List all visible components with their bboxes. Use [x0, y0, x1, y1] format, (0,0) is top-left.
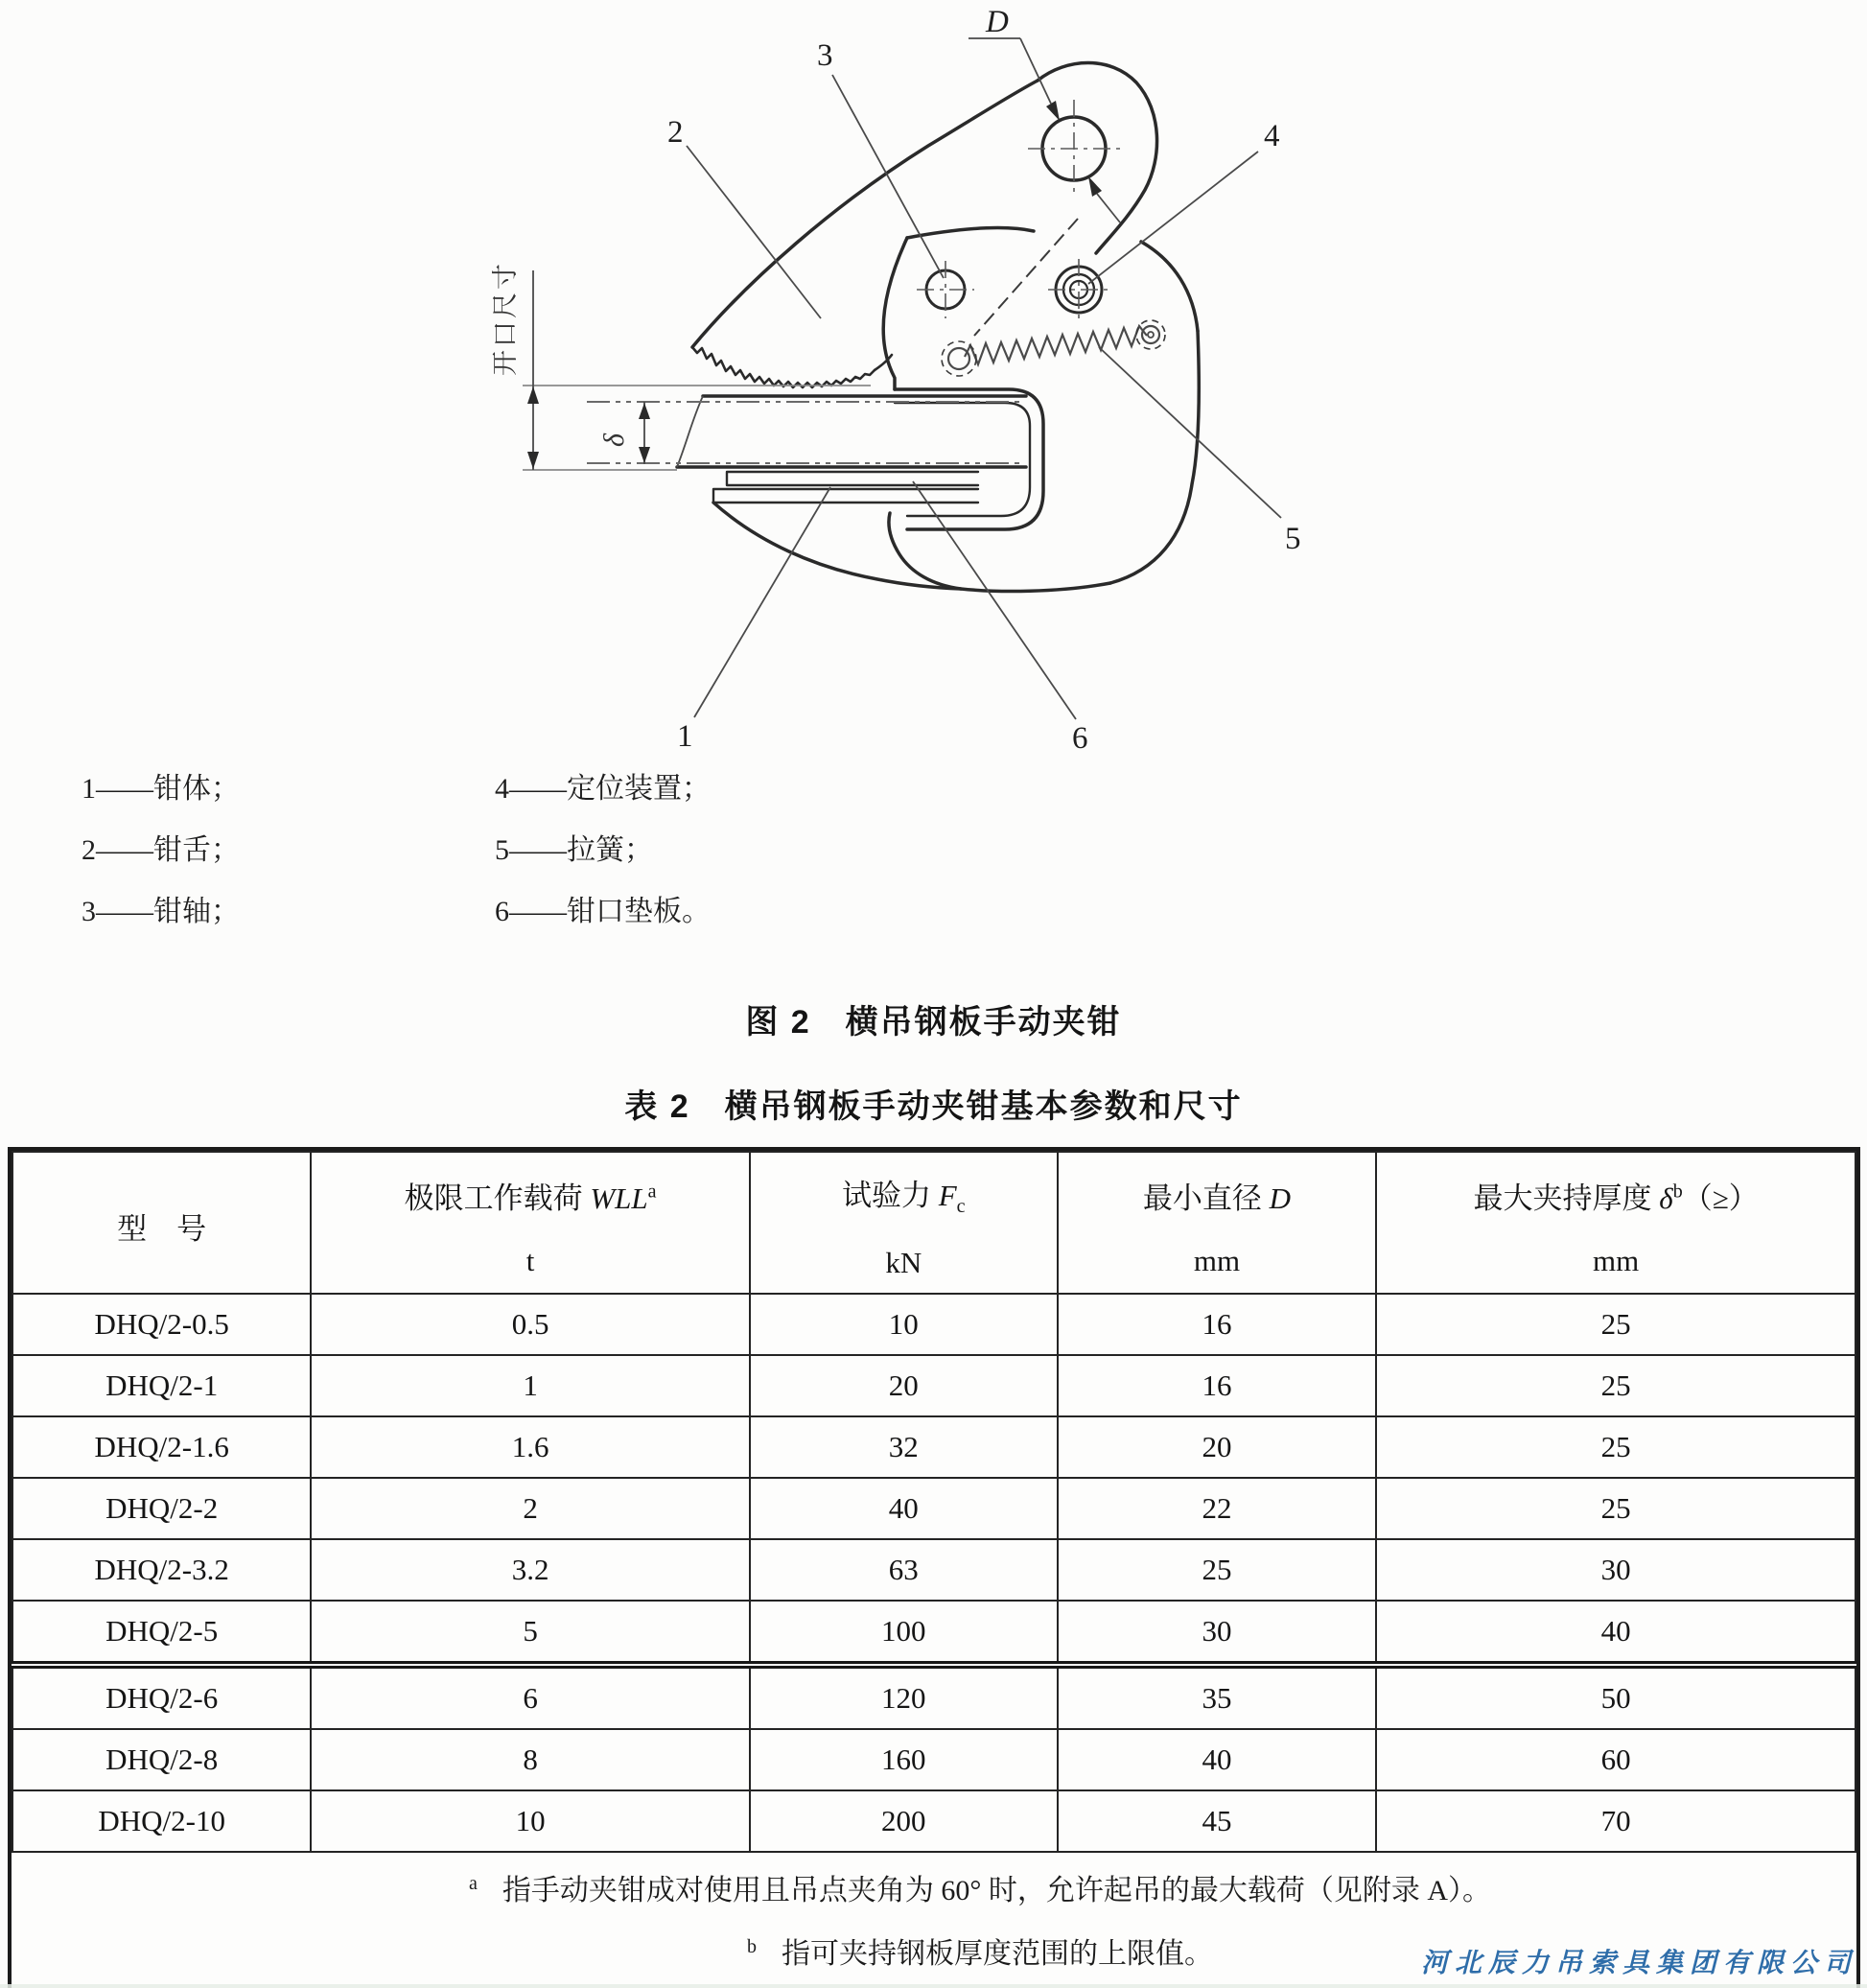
- header-unit: t: [525, 1243, 535, 1277]
- phantom-axis: [974, 219, 1078, 336]
- callout-6: 6: [1072, 721, 1088, 756]
- header-title: [1377, 1174, 1855, 1217]
- spring-anchor-right-ring: [1136, 320, 1165, 349]
- legend-dash: ——: [96, 896, 153, 927]
- jaw-serrated-edge: [692, 347, 875, 387]
- leader-3: [832, 75, 944, 278]
- legend-term: 定位装置；: [567, 773, 711, 805]
- label-d: D: [986, 5, 1009, 39]
- cell-test-force: 100: [750, 1601, 1058, 1665]
- cell-test-force: 40: [750, 1478, 1058, 1539]
- cell-min-diameter: 16: [1058, 1294, 1377, 1355]
- legend-item-3: [82, 887, 240, 929]
- cell-test-force: 160: [750, 1729, 1058, 1790]
- body-right-edge: [1110, 331, 1199, 583]
- leader-1: [694, 487, 830, 717]
- lug-outline: [1038, 63, 1157, 254]
- col-header-test-force: [750, 1152, 1058, 1294]
- d-arrow-lower: [1088, 176, 1102, 197]
- d-leader-lower: [1097, 194, 1120, 222]
- cell-max-thickness: 25: [1376, 1294, 1855, 1355]
- opening-arrow-down: [527, 452, 539, 469]
- footnote-text: 指可夹持钢板厚度范围的上限值。: [782, 1938, 1213, 1970]
- footnote-a: [105, 1866, 1855, 1908]
- cell-model: DHQ/2-3.2: [12, 1539, 311, 1601]
- callout-2: 2: [667, 115, 684, 150]
- table-row: [12, 1790, 1855, 1852]
- cell-min-diameter: 20: [1058, 1416, 1377, 1478]
- callout-3: 3: [817, 38, 833, 73]
- cell-min-diameter: 25: [1058, 1539, 1377, 1601]
- table-row: [12, 1416, 1855, 1478]
- header-footnote-marker: b: [1672, 1181, 1683, 1203]
- header-row: [12, 1152, 1855, 1294]
- cell-min-diameter: 35: [1058, 1665, 1377, 1729]
- legend-dash: ——: [509, 834, 567, 866]
- col-header-wll: [311, 1152, 749, 1294]
- cell-wll: 6: [311, 1665, 749, 1729]
- legend-dash: ——: [509, 773, 567, 805]
- cell-max-thickness: 60: [1376, 1729, 1855, 1790]
- table-row: [12, 1729, 1855, 1790]
- body-bottom-edge: [889, 513, 1110, 591]
- cell-model: DHQ/2-8: [12, 1729, 311, 1790]
- legend-item-1: [82, 764, 240, 807]
- table-row: [12, 1294, 1855, 1355]
- callout-1: 1: [677, 719, 693, 754]
- cell-model: DHQ/2-1.6: [12, 1416, 311, 1478]
- figure-caption: 图 2 横吊钢板手动夹钳: [745, 1004, 1122, 1041]
- header-footnote-marker: a: [647, 1181, 657, 1203]
- table-row: [12, 1539, 1855, 1601]
- delta-dimension-label: δ: [598, 431, 630, 447]
- legend-num: 3: [82, 896, 96, 927]
- legend-term: 钳轴；: [153, 896, 240, 927]
- body-left-edge: [883, 238, 907, 389]
- cell-test-force: 20: [750, 1355, 1058, 1416]
- cell-model: DHQ/2-2: [12, 1478, 311, 1539]
- cell-max-thickness: 25: [1376, 1478, 1855, 1539]
- cell-min-diameter: 45: [1058, 1790, 1377, 1852]
- legend-term: 钳口垫板。: [567, 896, 711, 927]
- cell-wll: 8: [311, 1729, 749, 1790]
- cell-model: DHQ/2-0.5: [12, 1294, 311, 1355]
- cell-test-force: 10: [750, 1294, 1058, 1355]
- header-text: 最小直径: [1142, 1181, 1270, 1215]
- jaw-pad: [713, 472, 978, 503]
- table-row: [12, 1355, 1855, 1416]
- delta-arrow-down: [639, 447, 650, 463]
- delta-arrow-up: [639, 403, 650, 419]
- spec-table: [12, 1151, 1856, 1972]
- cell-model: DHQ/2-5: [12, 1601, 311, 1665]
- legend-item-5: [495, 826, 653, 868]
- legend-num: 2: [82, 834, 96, 866]
- header-text: 最大夹持厚度: [1473, 1181, 1660, 1215]
- cell-test-force: 32: [750, 1416, 1058, 1478]
- cell-wll: 0.5: [311, 1294, 749, 1355]
- opening-dimension-label: 开口尺寸: [491, 261, 520, 376]
- spec-table-wrapper: [8, 1147, 1860, 1988]
- header-suffix: （≥）: [1682, 1181, 1759, 1215]
- cell-wll: 3.2: [311, 1539, 749, 1601]
- cell-max-thickness: 70: [1376, 1790, 1855, 1852]
- cell-model: DHQ/2-6: [12, 1665, 311, 1729]
- cell-wll: 1.6: [311, 1416, 749, 1478]
- legend-term: 钳体；: [153, 773, 240, 805]
- header-text: 极限工作载荷: [404, 1181, 591, 1215]
- cell-model: DHQ/2-1: [12, 1355, 311, 1416]
- cell-min-diameter: 22: [1058, 1478, 1377, 1539]
- cell-model: DHQ/2-10: [12, 1790, 311, 1852]
- cell-wll: 5: [311, 1601, 749, 1665]
- table-row: [12, 1665, 1855, 1729]
- cell-min-diameter: 40: [1058, 1729, 1377, 1790]
- body-top-edge-left: [907, 227, 1034, 238]
- col-header-model: [12, 1152, 311, 1294]
- legend-num: 4: [495, 773, 509, 805]
- spring-anchor-left: [948, 348, 969, 369]
- cell-max-thickness: 50: [1376, 1665, 1855, 1729]
- spring-anchor-right: [1142, 326, 1159, 343]
- header-symbol: WLL: [590, 1181, 648, 1215]
- d-leader-upper: [1020, 38, 1051, 104]
- callout-5: 5: [1285, 522, 1301, 556]
- cell-max-thickness: 30: [1376, 1539, 1855, 1601]
- header-symbol: δ: [1659, 1181, 1673, 1215]
- legend-dash: ——: [96, 773, 153, 805]
- legend-dash: ——: [509, 896, 567, 927]
- plate-break-line: [677, 396, 703, 467]
- header-unit: mm: [1593, 1243, 1640, 1277]
- cell-test-force: 120: [750, 1665, 1058, 1729]
- leader-4: [1088, 152, 1258, 284]
- header-title: 型 号: [117, 1211, 207, 1246]
- legend-num: 6: [495, 896, 509, 927]
- header-symbol: F: [938, 1179, 957, 1213]
- scan-edge-artifact: [0, 1984, 1867, 1988]
- legend-term: 钳舌；: [153, 834, 240, 866]
- cell-wll: 1: [311, 1355, 749, 1416]
- footnote-marker: b: [747, 1936, 757, 1957]
- legend-num: 1: [82, 773, 96, 805]
- header-title: [312, 1174, 748, 1217]
- header-title: [1059, 1174, 1376, 1217]
- cell-min-diameter: 16: [1058, 1355, 1377, 1416]
- legend-item-6: [495, 887, 711, 929]
- company-watermark: 河北辰力吊索具集团有限公司: [1420, 1949, 1857, 1978]
- clamp-drawing-svg: [0, 0, 1867, 758]
- spring-coil: [965, 326, 1147, 364]
- header-symbol: D: [1269, 1181, 1292, 1215]
- header-subscript: c: [956, 1196, 966, 1218]
- col-header-max-thickness: [1376, 1152, 1855, 1294]
- cell-test-force: 200: [750, 1790, 1058, 1852]
- figure-plate-clamp-drawing: [0, 0, 1867, 758]
- legend-num: 5: [495, 834, 509, 866]
- cell-min-diameter: 30: [1058, 1601, 1377, 1665]
- d-arrow-upper: [1046, 101, 1060, 121]
- mouth-bracket-outer: [895, 389, 1043, 529]
- legend-item-2: [82, 826, 240, 868]
- jaw-outline: [692, 81, 1038, 347]
- opening-arrow-up: [527, 386, 539, 404]
- callout-4: 4: [1264, 119, 1280, 153]
- legend-item-4: [495, 764, 711, 807]
- cell-test-force: 63: [750, 1539, 1058, 1601]
- leader-2: [687, 146, 821, 318]
- body-top-edge-right: [1141, 242, 1198, 331]
- cell-max-thickness: 40: [1376, 1601, 1855, 1665]
- footnote-text: 指手动夹钳成对使用且吊点夹角为 60° 时，允许起吊的最大载荷（见附录 A）。: [502, 1875, 1492, 1906]
- col-header-min-diameter: [1058, 1152, 1377, 1294]
- table-row: [12, 1478, 1855, 1539]
- table-caption: 表 2 横吊钢板手动夹钳基本参数和尺寸: [624, 1088, 1243, 1125]
- cell-wll: 2: [311, 1478, 749, 1539]
- header-title: [751, 1171, 1057, 1218]
- header-unit: kN: [885, 1245, 922, 1279]
- header-text: 试验力: [841, 1179, 939, 1213]
- spring-anchor-right-dot: [1148, 332, 1154, 338]
- footnote-marker: a: [468, 1873, 478, 1894]
- legend-term: 拉簧；: [567, 834, 653, 866]
- legend-dash: ——: [96, 834, 153, 866]
- cell-max-thickness: 25: [1376, 1355, 1855, 1416]
- cell-max-thickness: 25: [1376, 1416, 1855, 1478]
- cell-wll: 10: [311, 1790, 749, 1852]
- header-unit: mm: [1193, 1243, 1241, 1277]
- mouth-bracket-inner: [895, 403, 1030, 516]
- spring-anchor-left-ring: [942, 341, 976, 376]
- table-row: [12, 1601, 1855, 1665]
